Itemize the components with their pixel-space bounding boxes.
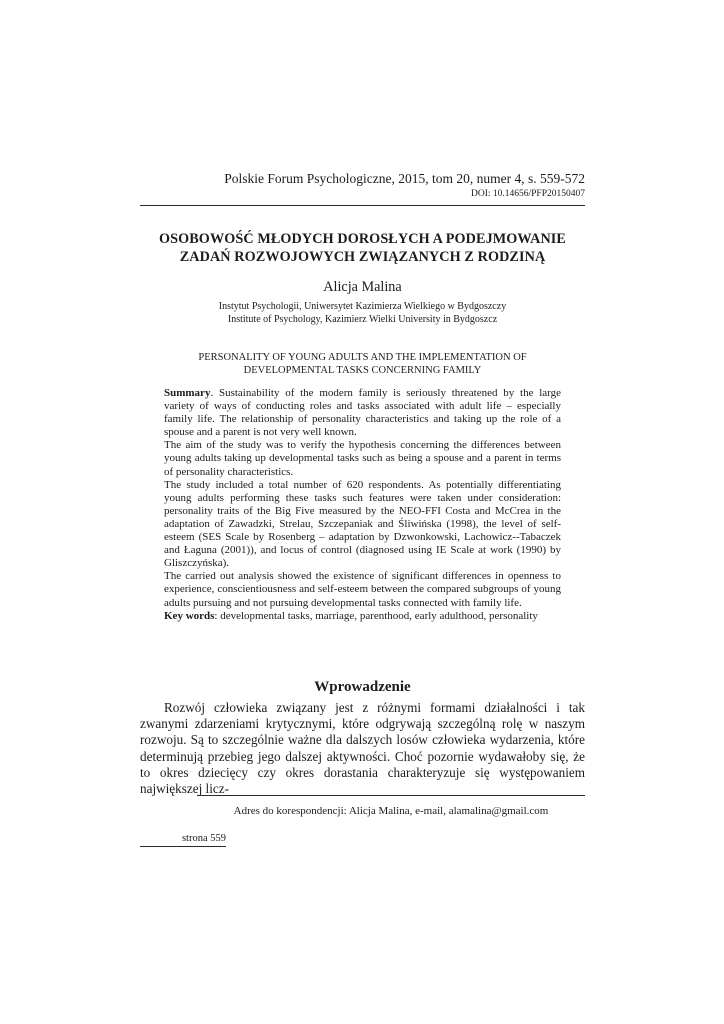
english-title (150, 352, 575, 377)
keywords-label: Key words (164, 609, 215, 622)
article-title (120, 230, 605, 266)
title-line-1: OSOBOWOŚĆ MŁODYCH DOROSŁYCH A PODEJMOWANIE (158, 231, 566, 247)
header-divider (140, 205, 585, 206)
summary-label: Summary (164, 387, 211, 399)
correspondence-footnote: Adres do korespondencji: Alicja Malina, e-mail, alamalina@gmail.com (233, 805, 549, 817)
title-line-2: ZADAŃ ROZWOJOWYCH ZWIĄZANYCH Z RODZINĄ (179, 249, 546, 265)
intro-body (140, 700, 585, 797)
abstract (164, 387, 561, 623)
abstract-paragraph-2: The aim of the study was to verify the hypothesis concerning the differences between young adults taking up developmental tasks such as being a spouse and a parent in terms of personality characteristics. (164, 439, 561, 478)
author-name: Alicja Malina (323, 279, 402, 295)
keywords-text: : developmental tasks, marriage, parenthood, early adulthood, personality (214, 609, 538, 622)
english-title-line-1: PERSONALITY OF YOUNG ADULTS AND THE IMPLEMENTATION OF (198, 352, 527, 363)
page-number: strona 559 (181, 833, 226, 844)
page-number-rule (140, 846, 226, 847)
intro-paragraph: Rozwój człowieka związany jest z różnymi formami działalności i tak zwanymi zdarzeniami krytycznymi, które odgrywają szczególną rolę w naszym rozwoju. Są to szczególnie ważne dla dalszych losów człowieka wydarzenia, które determinują przebieg jego dalszej aktywności. Choć pozornie wydawałoby się, że to okres dziecięcy czy okres dorastania charakteryzuje się występowaniem największej licz- (140, 700, 585, 797)
affiliation-pl: Instytut Psychologii, Uniwersytet Kazimierza Wielkiego w Bydgoszczy (218, 301, 507, 312)
summary-paragraph (164, 387, 561, 439)
doi: DOI: 10.14656/PFP20150407 (470, 189, 585, 199)
english-title-line-2: DEVELOPMENTAL TASKS CONCERNING FAMILY (243, 364, 482, 376)
summary-text: . Sustainability of the modern family is seriously threatened by the large variety of ways of conducting roles and tasks associated with adult life – especially family life. The relationship of personality characteristics and taking up the role of a spouse and a parent is not very well known. (164, 387, 561, 439)
journal-reference: Polskie Forum Psychologiczne, 2015, tom 20, numer 4, s. 559-572 (224, 171, 585, 186)
section-heading: Wprowadzenie (314, 679, 411, 695)
affiliation-en: Institute of Psychology, Kazimierz Wielki University in Bydgoszcz (227, 313, 498, 325)
abstract-paragraph-4: The carried out analysis showed the existence of significant differences in openness to experience, conscientiousness and self-esteem between the compared subgroups of young adults pursuing and not pursuing developmental tasks connected with family life. (164, 570, 561, 609)
abstract-paragraph-3: The study included a total number of 620 respondents. As potentially differentiating young adults performing these tasks such features were taken under consideration: personality traits of the Big Five measured by the NEO-FFI Costa and McCrea in the adaptation of Zawadzki, Strelau, Szczepaniak and Śliwińska (1998), the level of self-esteem (SES Scale by Rosenberg – adaptation by Dzwonkowski, Lachowicz--Tabaczek and Łaguna (2001)), and locus of control (diagnosed using IE Scale at work (1990) by Gliszczyńska). (164, 478, 561, 570)
footnote-divider (197, 795, 585, 796)
affiliations (150, 301, 575, 326)
keywords-paragraph (164, 610, 561, 623)
